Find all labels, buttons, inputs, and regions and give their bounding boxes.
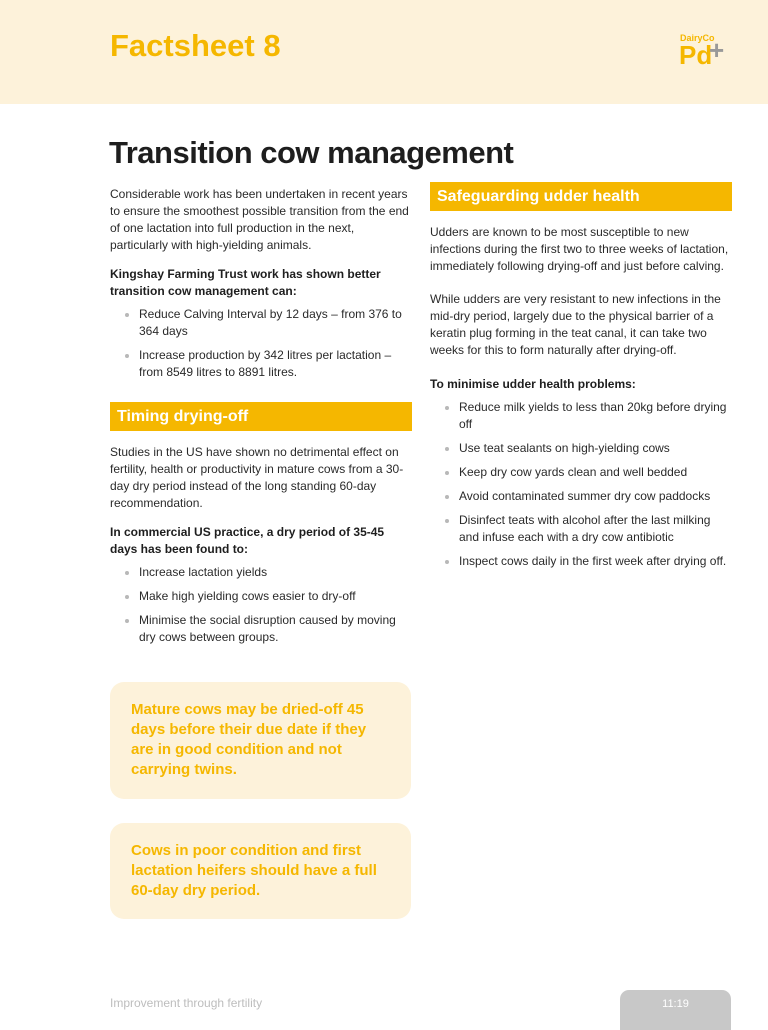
callout-box-poor-condition: Cows in poor condition and first lactation heifers should have a full 60-day dry period. — [110, 823, 411, 919]
list-item: Keep dry cow yards clean and well bedded — [459, 464, 732, 481]
list-item: Disinfect teats with alcohol after the last milking and infuse each with a dry cow antibiotic — [459, 512, 732, 546]
footer-tagline: Improvement through fertility — [110, 996, 263, 1010]
list-item: Minimise the social disruption caused by moving dry cows between groups. — [139, 612, 412, 646]
us-practice-list — [110, 564, 412, 646]
minimise-heading: To minimise udder health problems: — [430, 377, 636, 391]
kingshay-list — [110, 306, 412, 381]
list-item: Avoid contaminated summer dry cow paddocks — [459, 488, 732, 505]
list-item: Increase production by 342 litres per lactation – from 8549 litres to 8891 litres. — [139, 347, 412, 381]
kingshay-heading: Kingshay Farming Trust work has shown better transition cow management can: — [110, 267, 381, 298]
timing-section-heading: Timing drying-off — [110, 402, 412, 431]
page-title: Transition cow management — [109, 135, 514, 170]
list-item: Increase lactation yields — [139, 564, 412, 581]
udder-paragraph-1: Udders are known to be most susceptible to new infections during the first two to three weeks of lactation, immediately following drying-off and just before calving. — [430, 225, 729, 273]
dairyco-logo — [679, 33, 739, 73]
minimise-list — [430, 399, 732, 570]
list-item: Use teat sealants on high-yielding cows — [459, 440, 732, 457]
udder-paragraph-2: While udders are very resistant to new infections in the mid-dry period, largely due to the physical barrier of a keratin plug forming in the teat canal, it can take two weeks for this to form naturally after drying-off. — [430, 292, 721, 357]
list-item: Make high yielding cows easier to dry-off — [139, 588, 412, 605]
us-practice-heading: In commercial US practice, a dry period of 35-45 days has been found to: — [110, 525, 385, 556]
factsheet-title: Factsheet 8 — [110, 28, 281, 63]
callout-box-mature-cows: Mature cows may be dried-off 45 days before their due date if they are in good condition and not carrying twins. — [110, 682, 411, 799]
list-item: Reduce Calving Interval by 12 days – from 376 to 364 days — [139, 306, 412, 340]
page-number-tab: 11:19 — [620, 990, 731, 1030]
intro-paragraph: Considerable work has been undertaken in recent years to ensure the smoothest possible transition from the end of one lactation into full production in the next, particularly with high-yielding animals. — [110, 187, 409, 252]
udder-health-section-heading: Safeguarding udder health — [430, 182, 732, 211]
timing-paragraph: Studies in the US have shown no detrimental effect on fertility, health or productivity in mature cows from a 30-day dry period instead of the long standing 60-day recommendation. — [110, 445, 404, 510]
logo-small-text: DairyCo — [680, 33, 715, 43]
logo-main-text: Pd — [679, 40, 713, 70]
right-column — [430, 182, 732, 577]
logo-plus-icon: + — [709, 35, 725, 65]
list-item: Reduce milk yields to less than 20kg before drying off — [459, 399, 732, 433]
header-band — [0, 0, 768, 104]
left-column — [110, 186, 412, 653]
list-item: Inspect cows daily in the first week after drying off. — [459, 553, 732, 570]
